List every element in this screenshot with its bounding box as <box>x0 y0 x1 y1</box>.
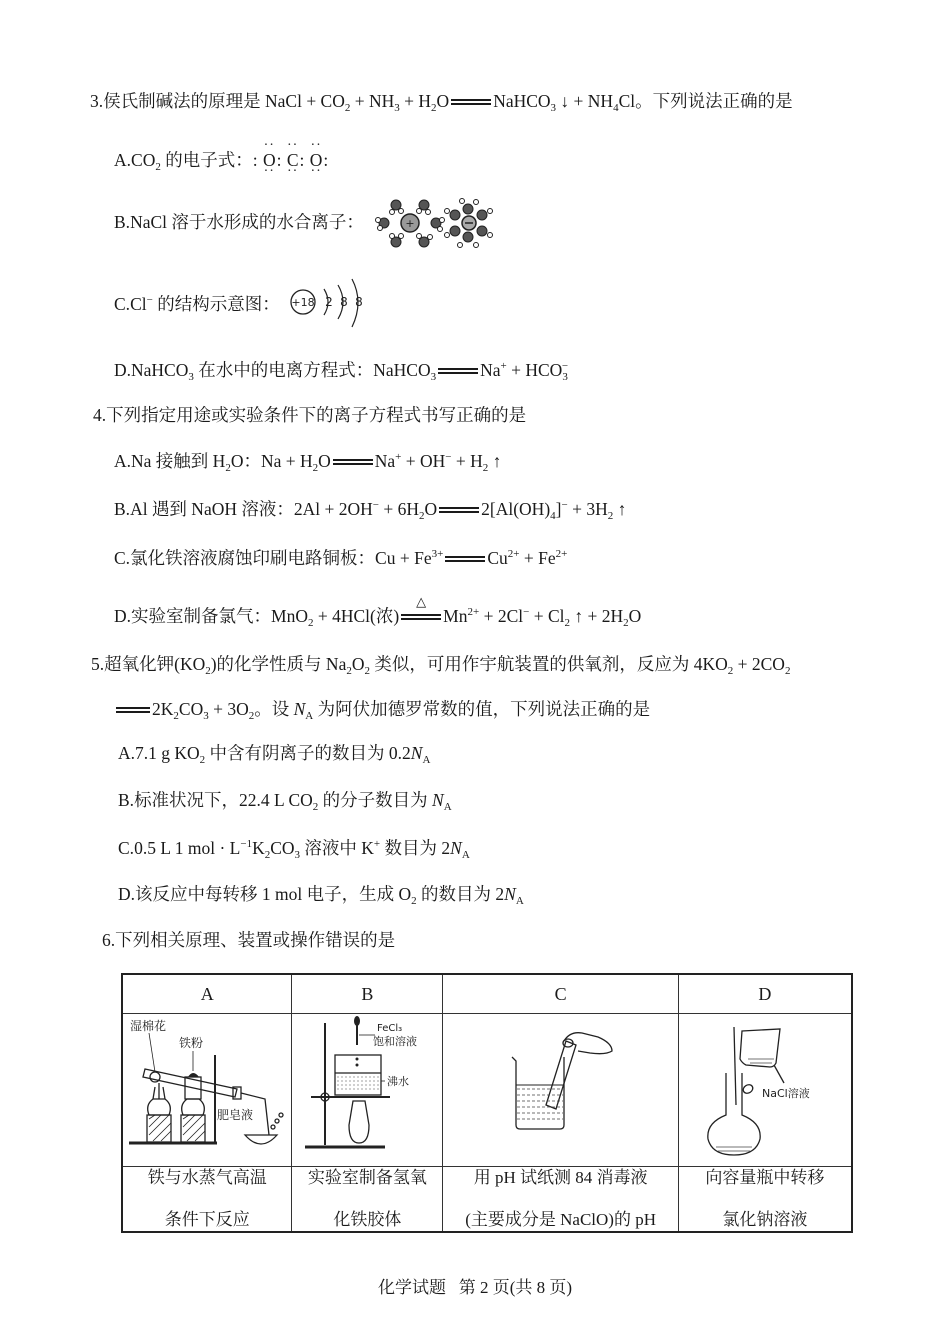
page-footer <box>0 1273 950 1298</box>
stem-suffix: 。下列说法正确的是 <box>635 91 793 111</box>
option-label: D. <box>118 884 136 904</box>
caption-d <box>678 1167 852 1233</box>
label-iron-powder: 铁粉 <box>178 1036 203 1050</box>
question-4-stem <box>93 403 526 427</box>
column-header-c: C <box>443 974 679 1014</box>
footer-subject: 化学试题 <box>377 1278 446 1297</box>
question-number: 6. <box>102 930 116 950</box>
iron-steam-apparatus-icon <box>125 1015 290 1160</box>
caption-line: 用 pH 试纸测 84 消毒液 <box>473 1168 648 1187</box>
q5-option-b: B.标准状况下，22.4 L $CO_2$ 的分子数目为 $N_A$ <box>118 790 452 813</box>
question-6-stem <box>102 928 395 952</box>
caption-line: 向容量瓶中转移 <box>705 1168 825 1187</box>
equals-sign <box>331 449 375 473</box>
caption-line: 氯化钠溶液 <box>722 1210 808 1229</box>
option-label: A. <box>114 451 132 471</box>
q5-option-d: D.该反应中每转移 1 mol 电子，生成 $O_2$ 的数目为 $2N_A$ <box>118 884 524 907</box>
stem-text: 下列相关原理、装置或操作错误的是 <box>115 930 396 950</box>
question-5-stem-line1: 5.超氧化钾$(KO_2)$的化学性质与 $Na_2O_2$ 类似，可用作宇航装置的供氧剂，反应为 $4KO_2 + 2CO_2$ <box>91 654 791 677</box>
option-label: C. <box>114 294 131 314</box>
option-label: B. <box>118 790 135 810</box>
q4-option-a: A.Na 接触到 $H_2O$：$Na + H_2O$ $Na^+ + OH^- + H_2$ ↑ <box>114 451 502 474</box>
option-label: C. <box>118 838 135 858</box>
option-label: A. <box>114 150 132 170</box>
option-text: NaCl 溶于水形成的水合离子： <box>130 212 364 232</box>
q3-option-d: D.NaHCO$_3$ 在水中的电离方程式：NaHCO$_3$ $Na^+ + HCO_3^-$ <box>114 360 569 383</box>
hydrated-ions-figure <box>372 193 497 253</box>
q3-option-c: C.Cl− 的结构示意图： <box>114 294 280 314</box>
q4-option-b: B.Al 遇到 NaOH 溶液：$2Al + 2OH^- + 6H_2O$ $2[Al(OH)_4]^- + 3H_2$ ↑ <box>114 499 627 522</box>
column-header-d: D <box>678 974 852 1014</box>
figure-cell-c <box>443 1014 679 1167</box>
label-boiling-water: 沸水 <box>386 1075 409 1088</box>
svg-text:8: 8 <box>340 295 348 309</box>
q4-option-d: D.实验室制备氯气：MnO$_2$ + 4HCl(浓) △ $Mn^{2+} + 2Cl^- + Cl_2$ ↑ + $2H_2O$ <box>114 594 642 629</box>
electron-dots-o: ·· O ·· <box>262 148 277 172</box>
hydrated-anion-icon <box>445 199 493 248</box>
option-label: D. <box>114 360 132 380</box>
colloid-preparation-apparatus-icon <box>295 1015 440 1160</box>
question-number: 4. <box>93 405 107 425</box>
svg-text:8: 8 <box>355 295 363 309</box>
q4-option-c: C.氯化铁溶液腐蚀印刷电路铜板：$Cu + Fe^{3+}$ $Cu^{2+} + Fe^{2+}$ <box>114 548 568 568</box>
q5-option-a: A.7.1 g $KO_2$ 中含有阴离子的数目为 $0.2N_A$ <box>118 743 431 766</box>
svg-text:2: 2 <box>325 295 333 309</box>
label-soap-solution: 肥皂液 <box>216 1108 253 1122</box>
footer-page-number: 第 2 页(共 8 页) <box>458 1278 573 1297</box>
question-5-stem-line2: $2K_2CO_3 + 3O_2$。设 $N_A$ 为阿伏加德罗常数的值，下列说法正确的是 <box>114 697 650 721</box>
option-label: C. <box>114 548 131 568</box>
electron-dots-o: ·· O ·· <box>309 148 324 172</box>
atomic-structure-diagram <box>288 275 368 331</box>
stem-text: 侯氏制碱法的原理是 <box>103 91 265 111</box>
caption-line: (主要成分是 NaClO)的 pH <box>465 1210 656 1229</box>
nucleus-charge: +18 <box>291 296 315 309</box>
caption-line: 条件下反应 <box>164 1210 250 1229</box>
q3-option-a: $A.CO_2$ 的电子式：: ·· O ··: ·· C ··: ·· O ··: <box>114 148 328 172</box>
table-header-row <box>122 974 852 1014</box>
label-wet-cotton: 湿棉花 <box>129 1019 166 1033</box>
option-label: A. <box>118 743 136 763</box>
label-nacl-solution: NaCl溶液 <box>761 1087 810 1100</box>
option-label: B. <box>114 212 131 232</box>
ph-paper-test-icon <box>486 1015 636 1160</box>
equals-sign <box>443 546 487 570</box>
figure-cell-a <box>122 1014 292 1167</box>
figure-cell-d <box>678 1014 852 1167</box>
stem-text: 下列指定用途或实验条件下的离子方程式书写正确的是 <box>106 405 527 425</box>
experiment-table <box>121 973 853 1233</box>
label-fecl3: FeCl₃ <box>376 1023 403 1034</box>
column-header-a: A <box>122 974 292 1014</box>
equals-sign <box>436 358 480 382</box>
table-caption-row <box>122 1167 852 1233</box>
heat-equals-sign: △ <box>399 604 443 628</box>
question-number: 5. <box>91 654 105 674</box>
volumetric-flask-transfer-icon <box>690 1015 840 1160</box>
table-figure-row <box>122 1014 852 1167</box>
equals-sign <box>437 497 481 521</box>
caption-c <box>443 1167 679 1233</box>
hydrated-cation-icon <box>376 200 445 247</box>
caption-b <box>292 1167 443 1233</box>
option-label: B. <box>114 499 131 519</box>
caption-line: 化铁胶体 <box>333 1210 402 1229</box>
q3-option-b <box>114 210 364 234</box>
svg-text:+: + <box>405 217 415 230</box>
electron-dots-c: ·· C ·· <box>286 148 300 172</box>
equals-sign <box>114 697 152 721</box>
figure-cell-b <box>292 1014 443 1167</box>
q5-option-c: C.0.5 L 1 mol · $L^{-1}K_2CO_3$ 溶液中 K+ 数目为 $2N_A$ <box>118 838 470 861</box>
label-saturated-solution: 饱和溶液 <box>372 1035 417 1048</box>
question-number: 3. <box>90 91 104 111</box>
column-header-b: B <box>292 974 443 1014</box>
question-3-stem: 3.侯氏制碱法的原理是 NaCl + $CO_2 + NH_3 + H_2O$ NaHCO$_3$ ↓ + $NH_4Cl$。下列说法正确的是 <box>90 91 793 114</box>
caption-a <box>122 1167 292 1233</box>
equals-sign <box>449 89 493 113</box>
option-label: D. <box>114 606 132 626</box>
caption-line: 铁与水蒸气高温 <box>147 1168 267 1187</box>
caption-line: 实验室制备氢氧 <box>307 1168 427 1187</box>
